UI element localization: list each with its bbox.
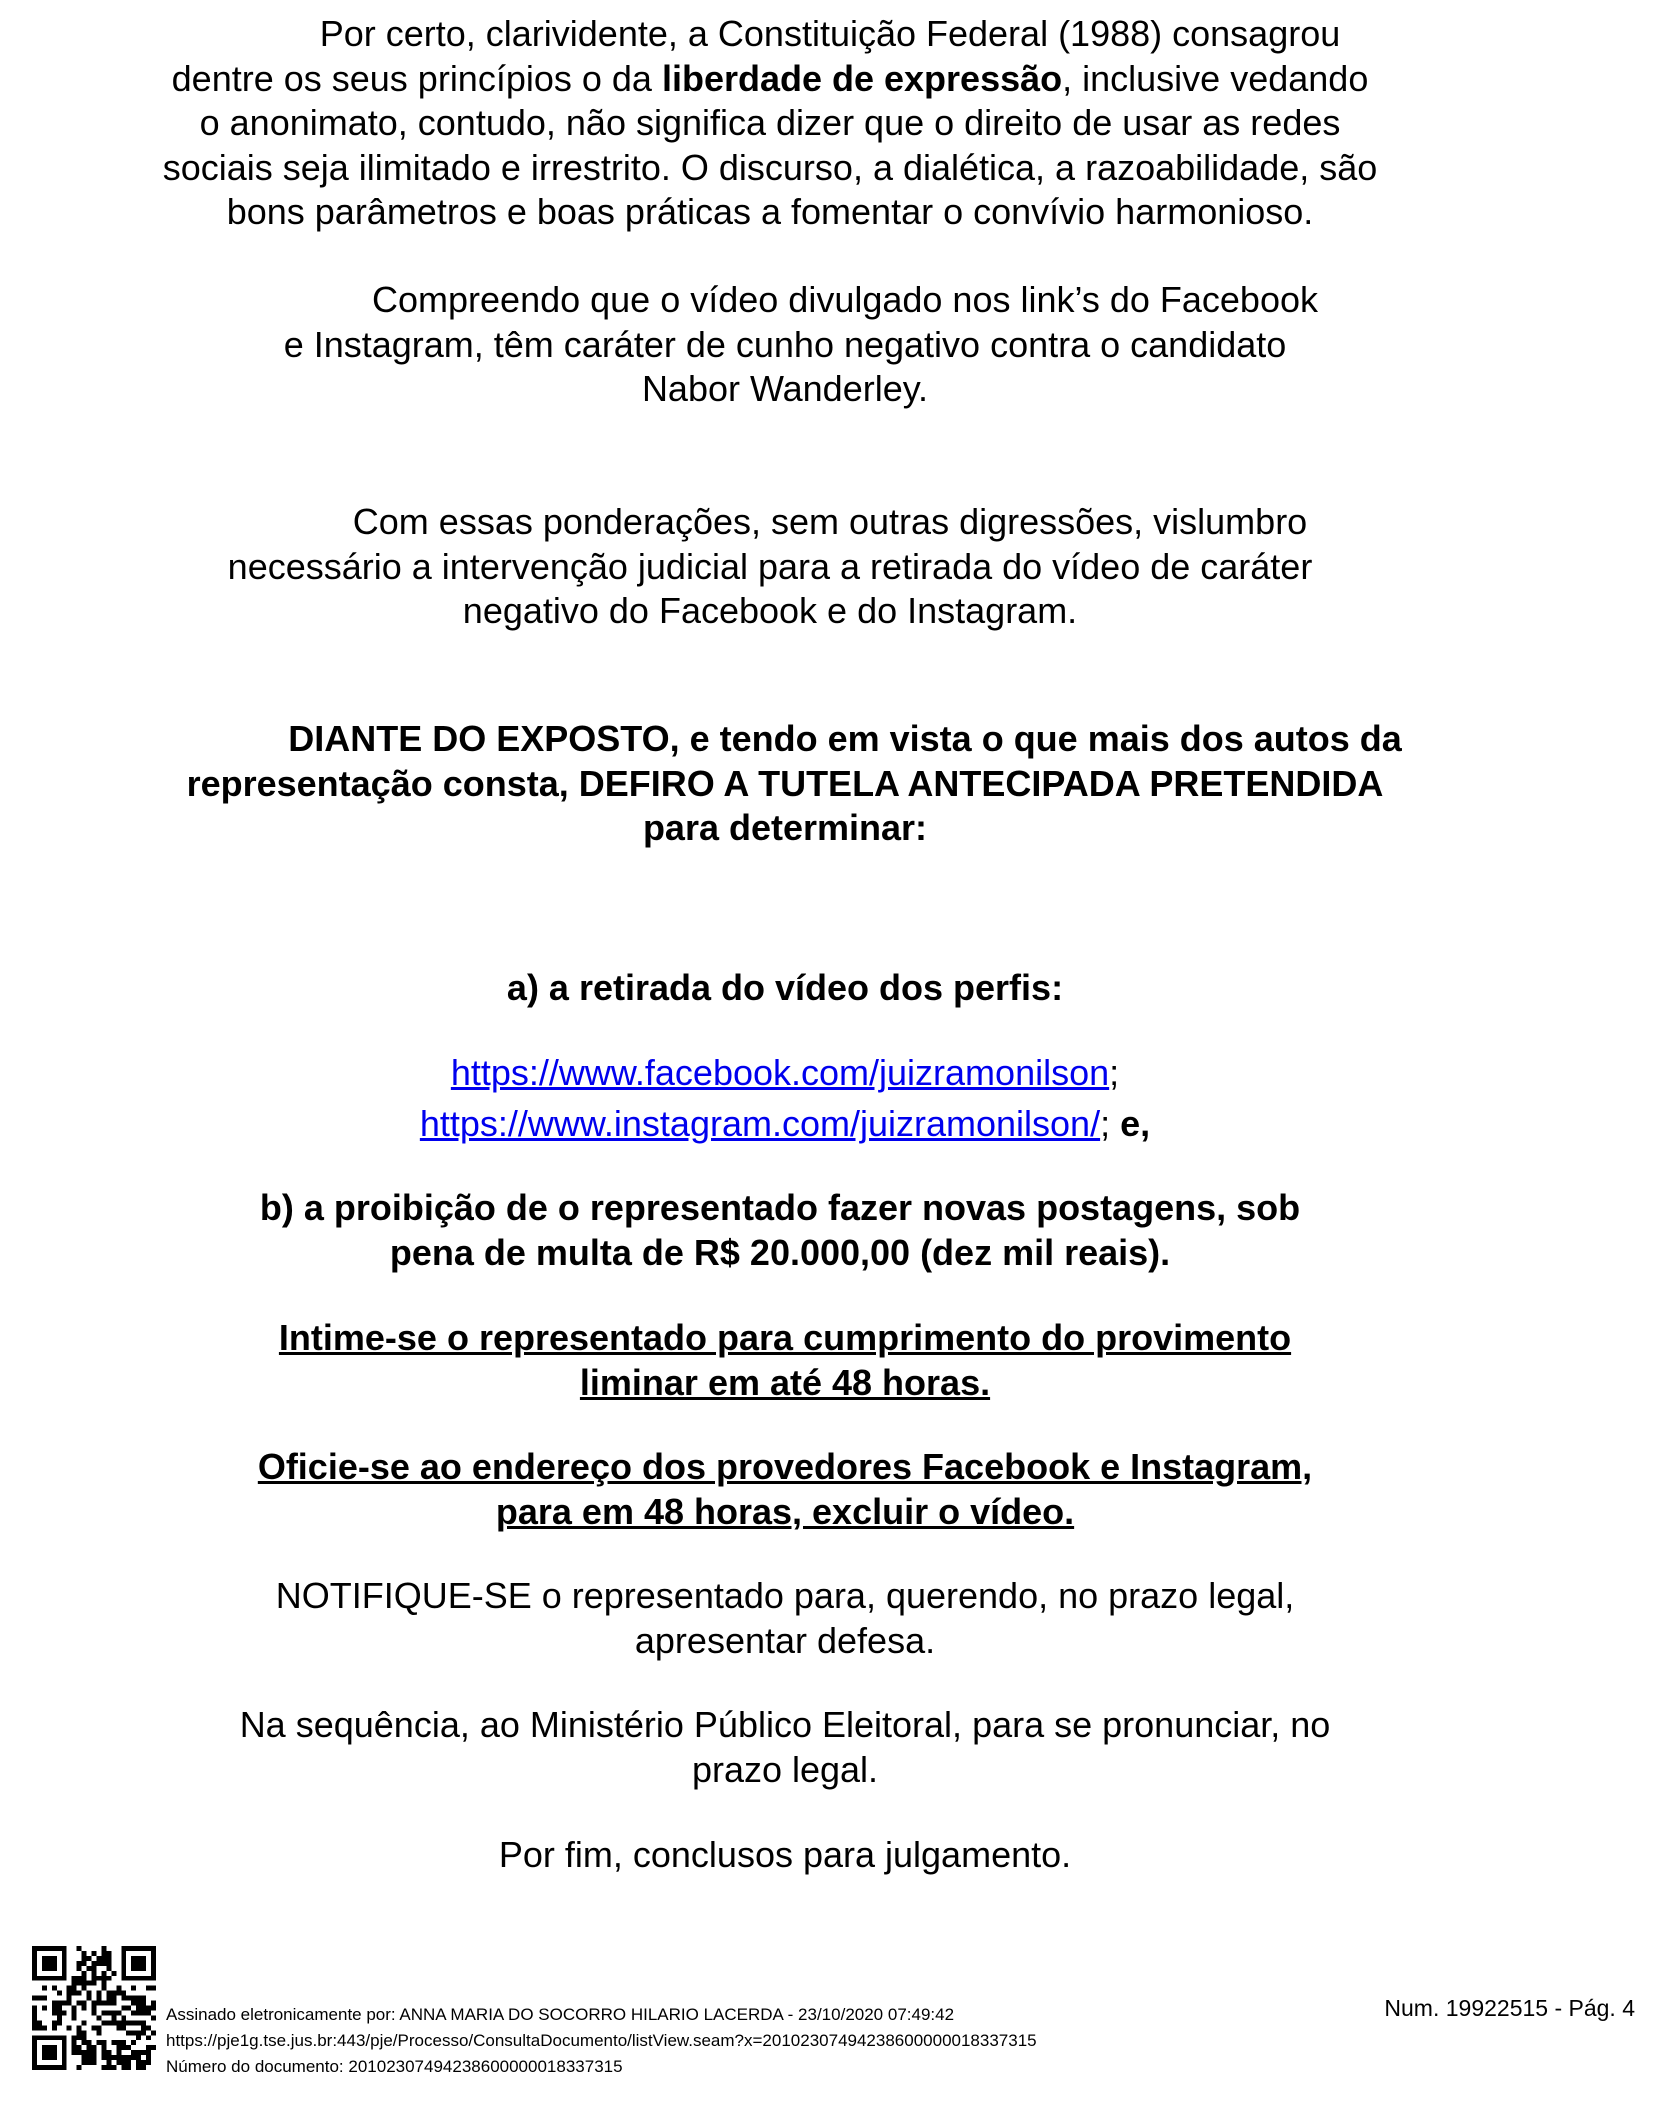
item-b-proibicao: b) a proibição de o representado fazer novas postagens, sob pena de multa de R$ 20.000,00 (dez mil reais). (259, 1187, 1301, 1273)
document-url[interactable]: https://pje1g.tse.jus.br:443/pje/Processo/ConsultaDocumento/listView.seam?x=20102307494238600000018337315 (166, 2031, 1037, 2050)
item-a-retirada: a) a retirada do vídeo dos perfis: (506, 967, 1064, 1008)
qr-code-icon (32, 1946, 156, 2070)
document-number: Número do documento: 20102307494238600000018337315 (166, 2057, 623, 2076)
paragraph-liberdade: Por certo, clarividente, a Constituição Federal (1988) consagrou dentre os seus princípios o da liberdade de expressão, inclusive vedando o anonimato, contudo, não significa dizer que o direito de usar as redes sociais seja ilimitado e irrestrito. O discurso, a dialética, a razoabilidade, são bons parâmetros e boas práticas a fomentar o convívio harmonioso. (162, 13, 1378, 232)
instagram-link-line: https://www.instagram.com/juizramonilson/; e, (419, 1103, 1151, 1144)
por-fim: Por fim, conclusos para julgamento. (498, 1834, 1072, 1875)
facebook-link-line: https://www.facebook.com/juizramonilson; (450, 1052, 1120, 1093)
na-sequencia: Na sequência, ao Ministério Público Eleitoral, para se pronunciar, no prazo legal. (239, 1704, 1331, 1790)
notifique-se: NOTIFIQUE-SE o representado para, querendo, no prazo legal, apresentar defesa. (275, 1575, 1295, 1661)
oficie-se: Oficie-se ao endereço dos provedores Facebook e Instagram, para em 48 horas, excluir o vídeo. (257, 1446, 1313, 1532)
paragraph-video-negativo: Compreendo que o vídeo divulgado nos link’s do Facebook e Instagram, têm caráter de cunho negativo contra o candidato Nabor Wanderley. (283, 279, 1318, 409)
paragraph-diante-do-exposto: DIANTE DO EXPOSTO, e tendo em vista o que mais dos autos da representação consta, DEFIRO A TUTELA ANTECIPADA PRETENDIDA para determinar: (186, 718, 1402, 848)
instagram-link[interactable]: https://www.instagram.com/juizramonilson/ (419, 1103, 1101, 1144)
paragraph-ponderacoes: Com essas ponderações, sem outras digressões, vislumbro necessário a intervenção judicial para a retirada do vídeo de caráter negativo do Facebook e do Instagram. (227, 501, 1313, 631)
signature-line: Assinado eletronicamente por: ANNA MARIA DO SOCORRO HILARIO LACERDA - 23/10/2020 07:49:42 (166, 2005, 955, 2024)
facebook-link[interactable]: https://www.facebook.com/juizramonilson (450, 1052, 1110, 1093)
bold-liberdade-expressao: liberdade de expressão (661, 57, 1063, 99)
page-number: Num. 19922515 - Pág. 4 (1384, 1995, 1635, 2021)
intime-se: Intime-se o representado para cumprimento do provimento liminar em até 48 horas. (278, 1317, 1292, 1403)
